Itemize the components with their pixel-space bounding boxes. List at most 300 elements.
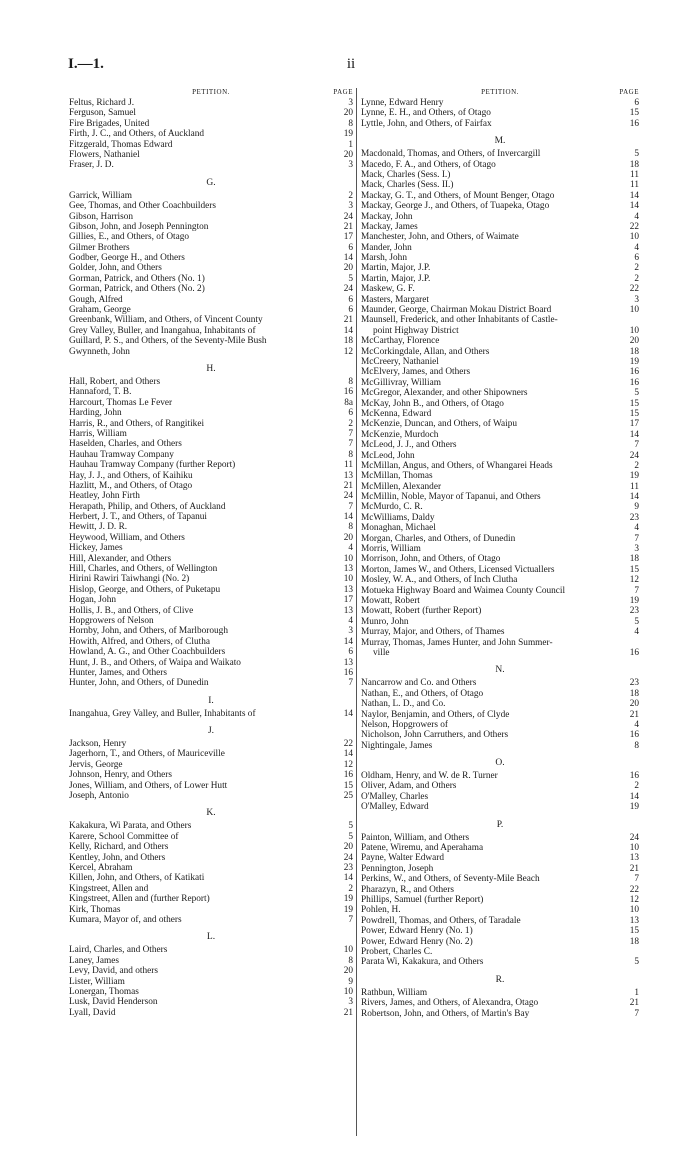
index-entry [69, 336, 353, 346]
entry-page-number: 14 [343, 708, 353, 719]
entry-name: Lyall, David [69, 1007, 116, 1018]
entry-name: Oliver, Adam, and Others [361, 781, 457, 792]
index-entry [69, 616, 353, 626]
entry-page-number: 8 [348, 955, 353, 966]
entry-page-number: 4 [634, 627, 639, 638]
column-header [69, 88, 353, 98]
section-letter: H. [206, 363, 216, 374]
index-entry [361, 419, 639, 429]
index-entry [361, 409, 639, 419]
entry-name: McElvery, James, and Others [361, 367, 471, 378]
index-entry [69, 222, 353, 232]
index-entry [69, 626, 353, 636]
entry-name: Hogan, John [69, 595, 116, 606]
entry-name: McKenzie, Duncan, and Others, of Waipu [361, 419, 518, 430]
index-entry [361, 781, 639, 791]
index-entry [69, 668, 353, 678]
entry-name: Macdonald, Thomas, and Others, of Invercargill [361, 149, 541, 160]
entry-page-number: 17 [343, 232, 353, 243]
index-entry [69, 554, 353, 564]
index-entry [69, 295, 353, 305]
entry-name: Grey Valley, Buller, and Inangahua, Inhabitants of [69, 325, 256, 336]
index-entry [69, 315, 353, 325]
entry-name: Naylor, Benjamin, and Others, of Clyde [361, 709, 510, 720]
index-entry [361, 792, 639, 802]
index-entry [361, 710, 639, 720]
index-entry [361, 638, 639, 659]
entry-page-number: 22 [343, 739, 353, 750]
entry-page-number: 5 [634, 149, 639, 160]
entry-page-number: 19 [629, 802, 639, 813]
index-entry [361, 212, 639, 222]
entry-name: Hunter, James, and Others [69, 667, 167, 678]
entry-page-number: 3 [348, 626, 353, 637]
entry-page-number: 14 [629, 791, 639, 802]
entry-page-number: 8 [348, 118, 353, 129]
entry-name: Oldham, Henry, and W. de R. Turner [361, 771, 498, 782]
entry-name: Lyttle, John, and Others, of Fairfax [361, 118, 492, 129]
entry-name: Hay, J. J., and Others, of Kaihiku [69, 470, 193, 481]
entry-page-number: 4 [634, 719, 639, 730]
entry-page-number: 14 [629, 429, 639, 440]
index-entry [69, 150, 353, 160]
entry-name: Manchester, John, and Others, of Waimate [361, 232, 519, 243]
index-entry [361, 596, 639, 606]
entry-page-number: 16 [629, 118, 639, 129]
entry-page-number: 3 [634, 294, 639, 305]
entry-page-number: 3 [348, 997, 353, 1008]
entry-page-number: 19 [343, 894, 353, 905]
entry-page-number: 19 [629, 471, 639, 482]
entry-name: Harding, John [69, 408, 122, 419]
entry-page-number: 21 [629, 998, 639, 1009]
column-header [361, 88, 639, 98]
index-entry [69, 842, 353, 852]
entry-name: Heywood, William, and Others [69, 532, 185, 543]
index-entry [361, 149, 639, 159]
index-entry [69, 749, 353, 759]
entry-name: Hauhau Tramway Company [69, 449, 174, 460]
index-entry [69, 387, 353, 397]
entry-page-number: 19 [629, 595, 639, 606]
entry-page-number: 24 [343, 852, 353, 863]
entry-name: Mander, John [361, 242, 412, 253]
entry-name: Greenbank, William, and Others, of Vincent County [69, 315, 263, 326]
entry-name: Power, Edward Henry (No. 1) [361, 926, 473, 937]
entry-name: Rivers, James, and Others, of Alexandra, Otago [361, 998, 539, 1009]
entry-name: McLeod, John [361, 450, 415, 461]
entry-page-number: 12 [629, 575, 639, 586]
index-entry [361, 274, 639, 284]
index-entry [361, 160, 639, 170]
entry-name: Jackson, Henry [69, 739, 127, 750]
entry-name: Morgan, Charles, and Others, of Dunedin [361, 533, 516, 544]
entry-name: Karere, School Committee of [69, 831, 179, 842]
index-entry [361, 357, 639, 367]
index-entry [69, 606, 353, 616]
entry-page-number: 3 [348, 160, 353, 171]
entry-page-number: 20 [629, 699, 639, 710]
entry-name: Gilmer Brothers [69, 242, 130, 253]
entry-name: Kingstreet, Allen and (further Report) [69, 894, 210, 905]
index-entry [69, 408, 353, 418]
index-entry [361, 988, 639, 998]
entry-page-number: 2 [634, 273, 639, 284]
index-entry [361, 523, 639, 533]
entry-name: Johnson, Henry, and Others [69, 770, 172, 781]
entry-page-number: 8 [634, 740, 639, 751]
index-entry [69, 119, 353, 129]
entry-page-number: 2 [348, 418, 353, 429]
entry-name: Gee, Thomas, and Other Coachbuilders [69, 201, 216, 212]
document-id: I.—1. [68, 56, 104, 72]
index-entry [361, 957, 639, 967]
entry-name: Nelson, Hopgrowers of [361, 719, 449, 730]
entry-name: Killen, John, and Others, of Katikati [69, 873, 205, 884]
entry-name: Nathan, L. D., and Co. [361, 699, 446, 710]
entry-name: Mowatt, Robert (further Report) [361, 606, 482, 617]
index-entry [69, 460, 353, 470]
entry-page-number: 15 [629, 926, 639, 937]
index-entry [361, 1009, 639, 1019]
entry-name: Gillies, E., and Others, of Otago [69, 232, 190, 243]
index-entry [361, 853, 639, 863]
index-entry [361, 295, 639, 305]
entry-page-number: 16 [343, 770, 353, 781]
index-entry [361, 180, 639, 190]
index-entry [361, 263, 639, 273]
index-entry [361, 534, 639, 544]
entry-name: Nancarrow and Co. and Others [361, 678, 477, 689]
index-entry [69, 326, 353, 336]
page-number: ii [346, 56, 356, 72]
index-entry [69, 450, 353, 460]
entry-page-number: 20 [343, 108, 353, 119]
entry-page-number: 15 [343, 780, 353, 791]
entry-name: Mowatt, Robert [361, 595, 420, 606]
index-entry [361, 720, 639, 730]
entry-page-number: 16 [343, 667, 353, 678]
entry-name: Guillard, P. S., and Others, of the Seventy-Mile Bush [69, 336, 267, 347]
section-letter: M. [494, 136, 506, 147]
entry-name: Hill, Charles, and Others, of Wellington [69, 564, 218, 575]
section-letter: J. [207, 726, 215, 737]
index-entry [361, 367, 639, 377]
index-entry [69, 512, 353, 522]
entry-page-number: 8 [348, 522, 353, 533]
entry-name: Hollis, J. B., and Others, of Clive [69, 605, 194, 616]
entry-page-number: 16 [629, 367, 639, 378]
entry-page-number: 1 [348, 139, 353, 150]
entry-name: Painton, William, and Others [361, 832, 470, 843]
index-entry [361, 802, 639, 812]
entry-name: Golder, John, and Others [69, 263, 162, 274]
entry-name: Perkins, W., and Others, of Seventy-Mile Beach [361, 874, 540, 885]
entry-name: Mosley, W. A., and Others, of Inch Clutha [361, 575, 518, 586]
entry-page-number: 8 [348, 376, 353, 387]
index-entry [361, 874, 639, 884]
entry-page-number: 11 [630, 481, 639, 492]
entry-page-number: 7 [348, 914, 353, 925]
entry-name: Powdrell, Thomas, and Others, of Taradale [361, 915, 521, 926]
index-entry [361, 864, 639, 874]
index-entry [361, 843, 639, 853]
entry-name: Jervis, George [69, 759, 123, 770]
entry-name: Flowers, Nathaniel [69, 149, 140, 160]
entry-name: McWilliams, Daldy [361, 512, 435, 523]
entry-name: Gorman, Patrick, and Others (No. 2) [69, 284, 205, 295]
entry-name: Gough, Alfred [69, 294, 123, 305]
index-entry [69, 997, 353, 1007]
index-entry [69, 429, 353, 439]
index-entry [361, 998, 639, 1008]
index-entry [69, 595, 353, 605]
entry-page-number: 8a [344, 397, 353, 408]
index-entry [69, 243, 353, 253]
entry-page-number: 14 [629, 492, 639, 503]
section-letter: N. [495, 665, 505, 676]
entry-page-number: 2 [634, 263, 639, 274]
index-entry [69, 129, 353, 139]
section-letter: P. [496, 819, 504, 830]
index-entry [69, 585, 353, 595]
entry-page-number: 10 [629, 325, 639, 336]
index-entry [361, 627, 639, 637]
entry-name: Harris, R., and Others, of Rangitikei [69, 418, 205, 429]
entry-page-number: 15 [629, 564, 639, 575]
entry-name: Nathan, E., and Others, of Otago [361, 688, 484, 699]
entry-name: Mackay, James [361, 221, 418, 232]
entry-page-number: 12 [343, 759, 353, 770]
index-entry [69, 274, 353, 284]
index-entry [361, 947, 639, 957]
entry-name: Hunt, J. B., and Others, of Waipa and Waikato [69, 657, 241, 668]
entry-page-number: 18 [343, 336, 353, 347]
entry-name: Howith, Alfred, and Others, of Clutha [69, 636, 210, 647]
entry-name: Hewitt, J. D. R. [69, 522, 128, 533]
entry-name: Feltus, Richard J. [69, 98, 135, 108]
entry-name: Martin, Major, J.P. [361, 273, 431, 284]
entry-name: Kentley, John, and Others [69, 852, 166, 863]
index-entry [69, 263, 353, 273]
index-entry [361, 98, 639, 108]
index-entry [361, 905, 639, 915]
entry-page-number: 7 [634, 874, 639, 885]
index-column-left [69, 88, 353, 1018]
index-entry [361, 430, 639, 440]
entry-page-number: 5 [634, 957, 639, 968]
index-entry [361, 388, 639, 398]
entry-page-number: 14 [343, 749, 353, 760]
entry-name: Hunter, John, and Others, of Dunedin [69, 678, 209, 689]
index-entry [361, 243, 639, 253]
section-letter: G. [206, 177, 216, 188]
index-entry [361, 895, 639, 905]
index-entry [361, 305, 639, 315]
index-entry [361, 191, 639, 201]
index-entry [361, 471, 639, 481]
index-entry [361, 565, 639, 575]
entry-name: McKay, John B., and Others, of Otago [361, 398, 504, 409]
entry-page-number: 20 [343, 966, 353, 977]
index-entry [69, 140, 353, 150]
index-entry [361, 201, 639, 211]
entry-page-number: 14 [343, 873, 353, 884]
index-entry [69, 481, 353, 491]
section-letter: R. [495, 974, 505, 985]
entry-page-number: 22 [629, 221, 639, 232]
entry-name: Hannaford, T. B. [69, 387, 132, 398]
entry-page-number: 16 [629, 771, 639, 782]
index-entry [69, 853, 353, 863]
index-entry [361, 699, 639, 709]
entry-page-number: 6 [348, 408, 353, 419]
entry-name: McCarthay, Florence [361, 336, 440, 347]
index-entry [361, 926, 639, 936]
index-entry [69, 791, 353, 801]
entry-page-number: 13 [343, 605, 353, 616]
index-entry [69, 760, 353, 770]
entry-page-number: 24 [343, 284, 353, 295]
entry-page-number: 2 [348, 190, 353, 201]
entry-name: Jagerhorn, T., and Others, of Mauriceville [69, 749, 225, 760]
entry-page-number: 7 [634, 533, 639, 544]
index-entry [69, 471, 353, 481]
entry-page-number: 20 [343, 532, 353, 543]
index-entry [361, 606, 639, 616]
index-entry [69, 678, 353, 688]
section-letter: I. [208, 695, 214, 706]
entry-name: Nightingale, James [361, 740, 433, 751]
entry-name: Martin, Major, J.P. [361, 263, 431, 274]
entry-page-number: 10 [629, 843, 639, 854]
index-entry [361, 119, 639, 129]
entry-name: Pohlen, H. [361, 905, 401, 916]
entry-page-number: 7 [634, 1008, 639, 1019]
entry-name: Phillips, Samuel (further Report) [361, 894, 484, 905]
entry-page-number: 18 [629, 159, 639, 170]
entry-name-continued: point Highway District [373, 325, 459, 336]
index-entry [361, 482, 639, 492]
entry-page-number: 13 [343, 657, 353, 668]
entry-page-number: 24 [343, 491, 353, 502]
entry-name: Graham, George [69, 305, 131, 316]
column-title: PETITION. [192, 88, 230, 96]
entry-name: McMillen, Alexander [361, 481, 442, 492]
entry-page-number: 7 [348, 501, 353, 512]
index-entry [69, 419, 353, 429]
index-entry [361, 885, 639, 895]
entry-page-number: 20 [629, 336, 639, 347]
section-letter: O. [495, 758, 505, 769]
entry-page-number: 10 [343, 945, 353, 956]
entry-name: Lusk, David Henderson [69, 997, 158, 1008]
index-entry [69, 905, 353, 915]
entry-page-number: 24 [629, 450, 639, 461]
index-entry [361, 222, 639, 232]
entry-name: Hazlitt, M., and Others, of Otago [69, 480, 193, 491]
entry-page-number: 15 [629, 408, 639, 419]
index-entry [361, 378, 639, 388]
index-entry [69, 160, 353, 170]
index-entry [69, 915, 353, 925]
entry-page-number: 4 [634, 523, 639, 534]
entry-page-number: 2 [348, 883, 353, 894]
entry-page-number: 16 [629, 730, 639, 741]
entry-page-number: 19 [343, 904, 353, 915]
entry-page-number: 16 [629, 647, 639, 658]
index-entry [361, 617, 639, 627]
entry-page-number: 14 [629, 201, 639, 212]
entry-page-number: 9 [634, 502, 639, 513]
entry-name: Morrison, John, and Others, of Otago [361, 554, 501, 565]
entry-page-number: 5 [348, 821, 353, 832]
entry-page-number: 12 [629, 894, 639, 905]
index-entry [69, 212, 353, 222]
entry-name: Mack, Charles (Sess. I.) [361, 169, 451, 180]
entry-name: Hopgrowers of Nelson [69, 615, 154, 626]
entry-page-number: 7 [348, 439, 353, 450]
entry-page-number: 7 [634, 440, 639, 451]
index-entry [361, 336, 639, 346]
entry-name: Maunder, George, Chairman Mokau District Board [361, 305, 552, 316]
index-entry [361, 232, 639, 242]
entry-page-number: 18 [629, 554, 639, 565]
entry-page-number: 18 [629, 688, 639, 699]
entry-page-number: 1 [634, 987, 639, 998]
index-entry [361, 771, 639, 781]
entry-page-number: 10 [343, 574, 353, 585]
index-entry [69, 781, 353, 791]
entry-name: Jones, William, and Others, of Lower Hutt [69, 780, 228, 791]
index-entry [69, 987, 353, 997]
index-entry [361, 544, 639, 554]
index-entry [69, 491, 353, 501]
index-entry [361, 347, 639, 357]
entry-page-number: 13 [343, 584, 353, 595]
entry-page-number: 23 [629, 678, 639, 689]
index-entry [69, 564, 353, 574]
entry-name: Fire Brigades, United [69, 118, 150, 129]
entry-name: Pennington, Joseph [361, 863, 434, 874]
index-entry [69, 894, 353, 904]
entry-page-number: 19 [343, 129, 353, 140]
entry-page-number: 10 [343, 553, 353, 564]
index-entry [69, 201, 353, 211]
index-entry [69, 377, 353, 387]
entry-name: Lynne, E. H., and Others, of Otago [361, 108, 491, 119]
section-letter: K. [206, 808, 216, 819]
entry-name: Hornby, John, and Others, of Marlborough [69, 626, 228, 637]
index-entry [361, 689, 639, 699]
index-entry [69, 284, 353, 294]
entry-name: Munro, John [361, 616, 409, 627]
index-entry [69, 305, 353, 315]
entry-page-number: 10 [629, 905, 639, 916]
entry-name: O'Malley, Charles [361, 791, 429, 802]
entry-name: McLeod, J. J., and Others [361, 440, 457, 451]
index-entry [361, 284, 639, 294]
entry-page-number: 12 [343, 346, 353, 357]
entry-name: Rathbun, William [361, 987, 428, 998]
entry-name: Hickey, James [69, 543, 123, 554]
entry-page-number: 4 [634, 211, 639, 222]
index-entry [69, 863, 353, 873]
entry-page-number: 22 [629, 284, 639, 295]
entry-page-number: 6 [348, 294, 353, 305]
entry-name: Hauhau Tramway Company (further Report) [69, 460, 236, 471]
index-entry [361, 554, 639, 564]
